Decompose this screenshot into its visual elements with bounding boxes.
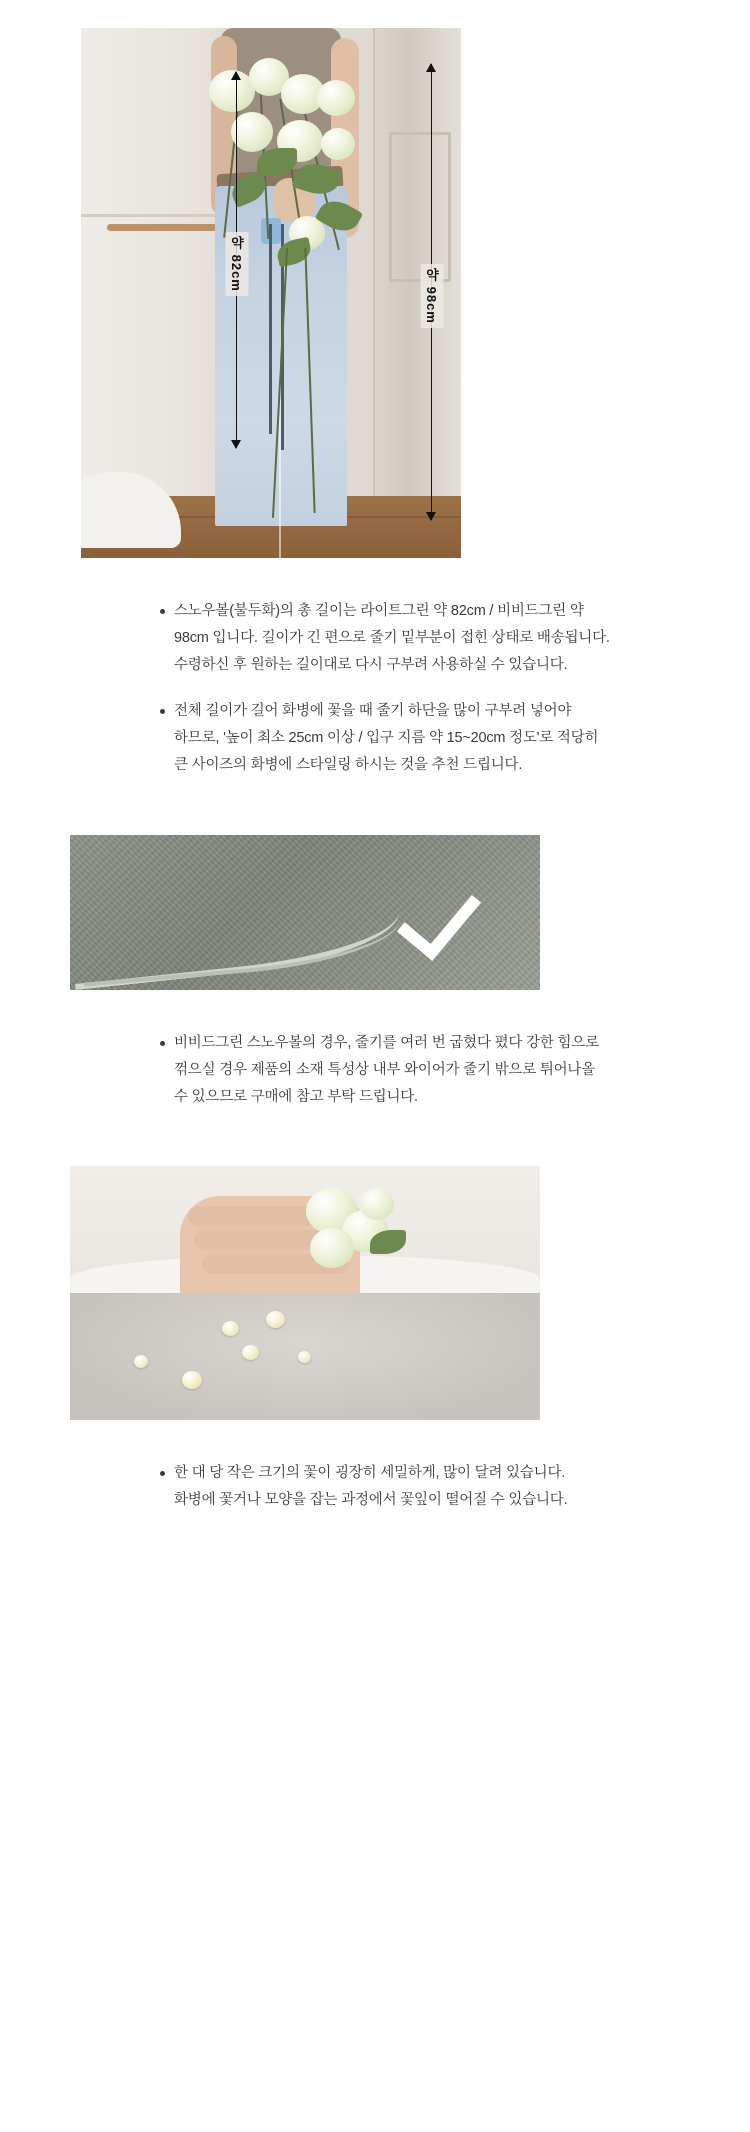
list-item: 한 대 당 작은 크기의 꽃이 굉장히 세밀하게, 많이 달려 있습니다. 화병에 꽃거나 모양을 잡는 과정에서 꽃잎이 떨어질 수 있습니다. (160, 1460, 610, 1514)
list-item: 전체 길이가 길어 화병에 꽃을 때 줄기 하단을 많이 구부려 넣어야 하므로, '높이 최소 25cm 이상 / 입구 지름 약 15~20cm 정도'로 적당히 큰 사이즈의 화병에 스타일링 하시는 것을 추천 드립니다. (160, 698, 610, 778)
measure-line-right (424, 64, 439, 520)
bag-strap-1 (269, 224, 272, 434)
hero-photo (81, 28, 461, 558)
arrow-head-up-right (426, 63, 436, 72)
flower-cluster-4 (360, 1188, 394, 1220)
measure-label-right: 약 98cm (420, 264, 443, 328)
fabric-photo (70, 835, 540, 990)
door-molding (389, 132, 451, 282)
measure-line-left (229, 72, 244, 448)
hand-photo (70, 1166, 540, 1293)
bullet-list-2 (140, 1030, 610, 1110)
list-item: 비비드그린 스노우볼의 경우, 줄기를 여러 번 굽혔다 폈다 강한 힘으로 꺾으실 경우 제품의 소재 특성상 내부 와이어가 줄기 밖으로 튀어나올 수 있으므로 구매에 참고 부탁 드립니다. (160, 1030, 610, 1110)
petals-photo (70, 1293, 540, 1420)
bullet-list-1 (140, 598, 610, 779)
leaf (370, 1230, 406, 1254)
arrow-head-down-right (426, 512, 436, 521)
arrow-head-down-left (231, 440, 241, 449)
text-block-3 (140, 1460, 610, 1514)
measure-label-left: 약 82cm (225, 232, 248, 296)
arrow-head-up-left (231, 71, 241, 80)
fridge-handle-lower (107, 224, 223, 231)
text-block-1 (140, 598, 610, 779)
door-panel-wall (373, 28, 461, 498)
bullet-list-3 (140, 1460, 610, 1514)
text-block-2 (140, 1030, 610, 1110)
list-item: 스노우볼(불두화)의 총 길이는 라이트그린 약 82cm / 비비드그린 약 98cm 입니다. 길이가 긴 편으로 줄기 밑부분이 접힌 상태로 배송됩니다. 수령하신 후 원하는 길이대로 다시 구부려 사용하실 수 있습니다. (160, 598, 610, 678)
